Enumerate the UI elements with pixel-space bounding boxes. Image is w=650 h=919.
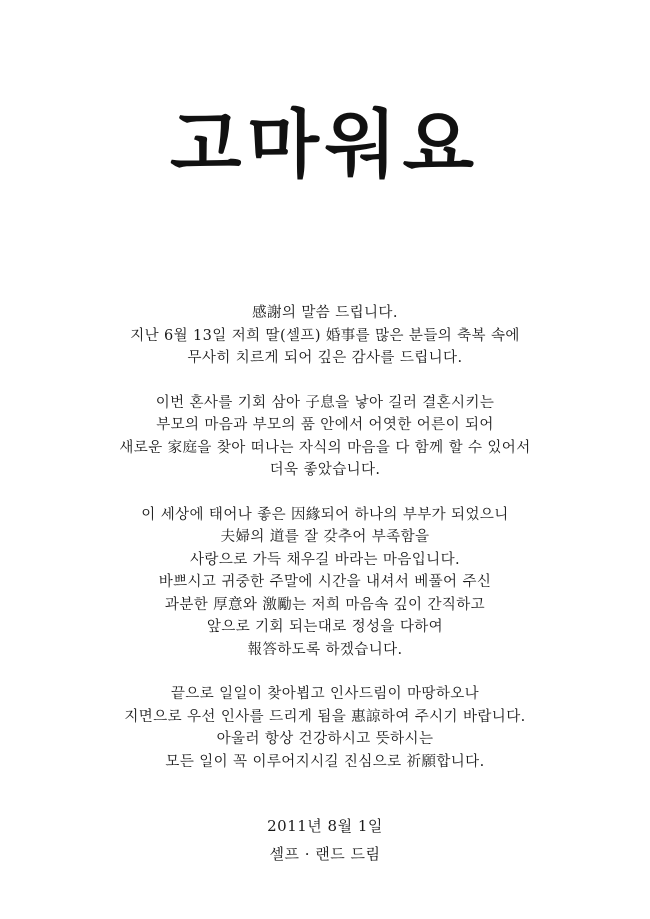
- text-line: 지면으로 우선 인사를 드리게 됨을 惠諒하여 주시기 바랍니다.: [124, 708, 526, 725]
- text-line: 지난 6월 13일 저희 딸(셀프) 婚事를 많은 분들의 축복 속에: [130, 327, 520, 344]
- text-line: 바쁘시고 귀중한 주말에 시간을 내셔서 베풀어 주신: [158, 574, 492, 590]
- paragraph-2: [0, 392, 650, 482]
- date-line: 2011년 8월 1일: [267, 817, 383, 835]
- text-line: 사랑으로 가득 채우길 바라는 마음입니다.: [190, 551, 460, 568]
- paragraph-3: [0, 504, 650, 662]
- text-line: 부모의 마음과 부모의 품 안에서 어엿한 어른이 되어: [156, 417, 494, 433]
- text-line: 끝으로 일일이 찾아뵙고 인사드림이 마땅하오나: [170, 686, 480, 702]
- text-line: 앞으로 기회 되는대로 정성을 다하여: [206, 619, 444, 635]
- text-line: 과분한 厚意와 激勵는 저희 마음속 깊이 간직하고: [164, 596, 486, 613]
- message-body: [0, 302, 650, 795]
- text-line: 더욱 좋았습니다.: [269, 462, 381, 478]
- signature-line: 셀프 · 랜드 드림: [269, 845, 381, 863]
- text-line: 報答하도록 하겠습니다.: [247, 641, 403, 658]
- text-line: 아울러 항상 건강하시고 뜻하시는: [216, 731, 434, 747]
- text-line: 夫婦의 道를 잘 갖추어 부족함을: [220, 529, 430, 545]
- signature-block: [0, 812, 650, 868]
- text-line: 모든 일이 꼭 이루어지시길 진심으로 祈願합니다.: [165, 753, 485, 770]
- text-line: 感謝의 말씀 드립니다.: [252, 305, 398, 321]
- text-line: 이번 혼사를 기회 삼아 子息을 낳아 길러 결혼시키는: [155, 394, 495, 411]
- text-line: 이 세상에 태어나 좋은 因緣되어 하나의 부부가 되었으니: [141, 506, 509, 523]
- text-line: 무사히 치르게 되어 깊은 감사를 드립니다.: [187, 350, 463, 366]
- card-title: 고마워요: [170, 102, 480, 188]
- text-line: 새로운 家庭을 찾아 떠나는 자식의 마음을 다 함께 할 수 있어서: [119, 439, 531, 456]
- paragraph-4: [0, 683, 650, 773]
- paragraph-1: [0, 302, 650, 370]
